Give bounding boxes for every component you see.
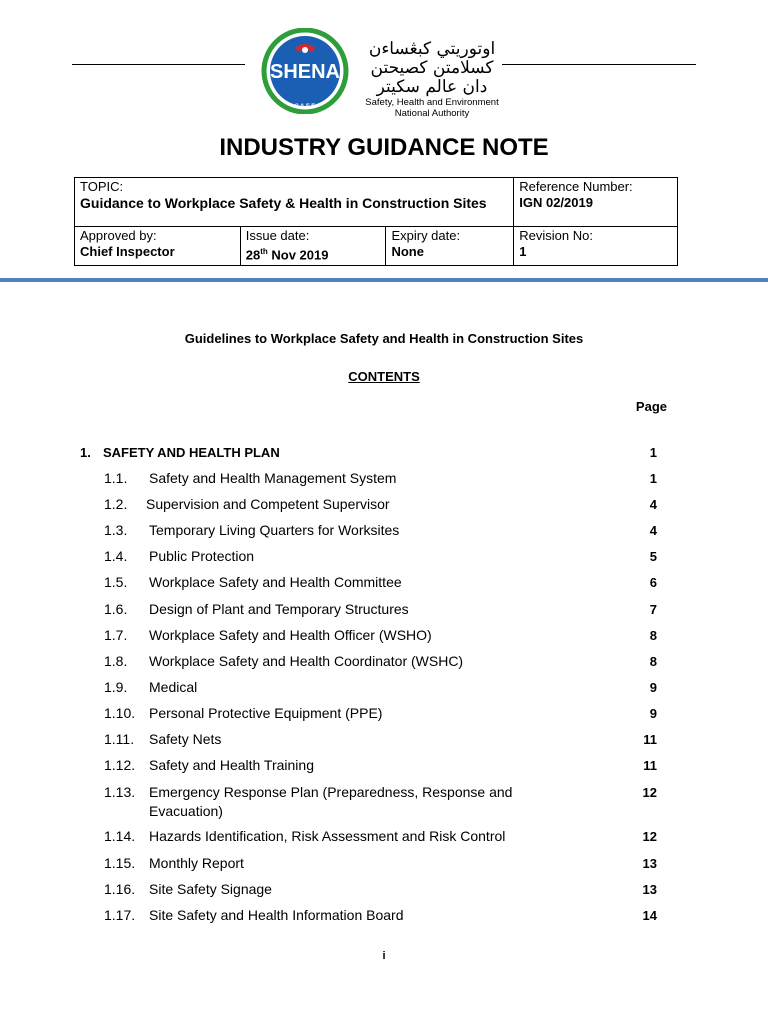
toc-item-number: 1.2. — [104, 496, 128, 512]
toc-item-page: 8 — [649, 628, 657, 643]
revision-value: 1 — [519, 244, 527, 259]
expiry-date-cell — [386, 227, 514, 266]
toc-item-label: Public Protection — [149, 548, 255, 564]
toc-item-number: 1.15. — [104, 855, 136, 871]
toc-item-page: 9 — [649, 680, 657, 695]
revision-label: Revision No: — [519, 228, 593, 243]
topic-value: Guidance to Workplace Safety & Health in Construction Sites — [80, 195, 487, 211]
reference-value: IGN 02/2019 — [519, 195, 593, 210]
reference-cell — [514, 178, 678, 227]
document-info-table — [74, 177, 678, 266]
toc-item-number: 1.6. — [104, 601, 128, 617]
toc-item-number: 1.7. — [104, 627, 128, 643]
issue-day-suffix: th — [260, 247, 268, 256]
toc-item-number: 1.4. — [104, 548, 128, 564]
toc-item-label: Safety Nets — [149, 731, 222, 747]
toc-item-number: 1.5. — [104, 574, 128, 590]
toc-item-page: 5 — [649, 549, 657, 564]
topic-cell — [75, 178, 514, 227]
info-row-topic — [75, 178, 678, 227]
toc-item-page: 14 — [642, 908, 657, 923]
section-title: SAFETY AND HEALTH PLAN — [103, 445, 280, 460]
section-number: 1. — [80, 445, 91, 460]
organization-name-jawi: اوتوريتي كبڠساءن كسلامتن كصيحتن دان عالم سكيتر — [368, 39, 496, 97]
toc-item-page: 11 — [643, 758, 657, 773]
header-rule-left — [72, 64, 245, 65]
toc-item-label: Emergency Response Plan (Preparedness, Response and Evacuation) — [149, 784, 513, 819]
toc-item-label: Temporary Living Quarters for Worksites — [149, 522, 400, 538]
organization-name-line1: Safety, Health and Environment — [365, 97, 499, 108]
toc-item-page: 7 — [649, 602, 657, 617]
shena-logo — [255, 28, 355, 114]
toc-item-label: Site Safety Signage — [149, 881, 272, 897]
expiry-date-value: None — [391, 244, 424, 259]
toc-item-label: Monthly Report — [149, 855, 244, 871]
toc-item-label: Workplace Safety and Health Officer (WSHO) — [149, 627, 432, 643]
toc-item-label: Hazards Identification, Risk Assessment and Risk Control — [149, 828, 506, 844]
revision-cell — [514, 227, 678, 266]
contents-heading: CONTENTS — [348, 369, 420, 384]
toc-item-page: 13 — [642, 856, 657, 871]
toc-item-label: Safety and Health Training — [149, 757, 314, 773]
document-subtitle: Guidelines to Workplace Safety and Health in Construction Sites — [184, 331, 584, 346]
logo-ring-text: S A F E — [294, 104, 316, 110]
toc-item-number: 1.12. — [104, 757, 136, 773]
section-page: 1 — [649, 445, 657, 460]
toc-item-label: Safety and Health Management System — [149, 470, 397, 486]
logo-wordmark: SHENA — [269, 61, 341, 83]
topic-label: TOPIC: — [80, 179, 124, 194]
issue-month-year: Nov 2019 — [267, 247, 329, 263]
toc-item-number: 1.17. — [104, 907, 136, 923]
toc-item-page: 6 — [649, 575, 657, 590]
toc-item-page: 4 — [649, 523, 657, 538]
toc-item-label: Design of Plant and Temporary Structures — [149, 601, 409, 617]
issue-date-label: Issue date: — [245, 228, 310, 243]
toc-item-page: 9 — [649, 706, 657, 721]
toc-item-label: Workplace Safety and Health Coordinator (WSHC) — [149, 653, 464, 669]
toc-item-number: 1.13. — [104, 784, 136, 800]
organization-name — [362, 40, 502, 119]
toc-item-label: Personal Protective Equipment (PPE) — [149, 705, 383, 721]
expiry-date-label: Expiry date: — [391, 228, 461, 243]
issue-day: 28 — [245, 247, 261, 263]
toc-item-page: 11 — [643, 732, 657, 747]
toc-item-number: 1.11. — [104, 731, 135, 747]
issue-date-value — [246, 244, 381, 263]
reference-label: Reference Number: — [519, 179, 633, 194]
toc-item-number: 1.14. — [104, 828, 136, 844]
toc-item-page: 1 — [649, 471, 657, 486]
toc-item-number: 1.10. — [104, 705, 136, 721]
organization-name-line2: National Authority — [394, 108, 470, 119]
page-number-footer: i — [382, 950, 386, 962]
toc-item-number: 1.8. — [104, 653, 128, 669]
header-rule-right — [502, 64, 696, 65]
header-divider — [0, 278, 768, 282]
toc-item-page: 4 — [649, 497, 657, 512]
page-column-heading: Page — [635, 399, 667, 414]
issue-date-cell — [240, 227, 386, 266]
toc-item-number: 1.1. — [104, 470, 128, 486]
approved-value: Chief Inspector — [80, 244, 175, 259]
toc-item-number: 1.3. — [104, 522, 128, 538]
info-row-details — [75, 227, 678, 266]
toc-item-label: Medical — [149, 679, 198, 695]
document-title: INDUSTRY GUIDANCE NOTE — [219, 134, 549, 161]
toc-item-page: 8 — [649, 654, 657, 669]
toc-item-page: 12 — [642, 785, 657, 800]
toc-item-number: 1.16. — [104, 881, 136, 897]
approved-cell — [75, 227, 241, 266]
toc-item-number: 1.9. — [104, 679, 128, 695]
toc-item-label: Supervision and Competent Supervisor — [146, 496, 390, 512]
toc-item-label: Workplace Safety and Health Committee — [149, 574, 402, 590]
toc-item-page: 13 — [642, 882, 657, 897]
approved-label: Approved by: — [80, 228, 157, 243]
toc-item-page: 12 — [642, 829, 657, 844]
toc-item-label: Site Safety and Health Information Board — [149, 907, 404, 923]
